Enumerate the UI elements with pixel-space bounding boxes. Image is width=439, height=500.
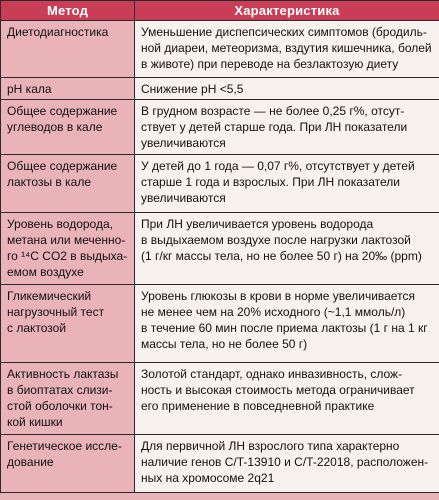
method-line: углеводов в кале (7, 120, 103, 134)
method-line: pH кала (7, 82, 52, 96)
text-line: Для первичной ЛН взрослого типа характерно (141, 439, 400, 453)
method-cell (1, 363, 135, 435)
text-line: в течение 60 мин после приема лактозы (1 г на 1 кг (141, 321, 428, 335)
text-line: Золотой стандарт, однако инвазивность, слож- (141, 367, 403, 381)
characteristic-cell (135, 21, 439, 78)
method-line: стой оболочки тон- (7, 399, 113, 413)
text-line: Уменьшение диспепсических симптомов (бродиль- (141, 25, 427, 39)
table-row (1, 435, 439, 493)
text-line: ной диареи, метеоризма, вздутия кишечника, болей (141, 41, 432, 55)
text-line: наличие генов C/T-13910 и C/T-22018, расположен- (141, 455, 429, 469)
method-cell (1, 21, 135, 78)
method-line: Общее содержание (7, 104, 118, 118)
method-line: Генетическое иссле- (7, 439, 122, 453)
header-method: Метод (1, 1, 135, 21)
method-cell (1, 285, 135, 363)
method-cell (1, 78, 135, 100)
characteristic-cell (135, 100, 439, 155)
table-row (1, 363, 439, 435)
text-line: увеличиваются (141, 191, 226, 205)
table-row (1, 155, 439, 213)
table-row (1, 213, 439, 285)
method-line: метана или меченно- (7, 233, 126, 247)
text-line: ность и высокая стоимость метода ограничивает (141, 383, 415, 397)
text-line: в выдыхаемом воздухе после нагрузки лактозой (141, 233, 411, 247)
text-line: массы тела, но не более 50 г) (141, 337, 308, 351)
characteristic-cell (135, 213, 439, 285)
method-line: емом воздухе (7, 265, 84, 279)
method-line: нагрузочный тест (7, 305, 105, 319)
table-row (1, 21, 439, 78)
table-row (1, 100, 439, 155)
text-line: Снижение pH <5,5 (141, 82, 244, 96)
text-line: увеличиваются (141, 136, 226, 150)
characteristic-cell (135, 155, 439, 213)
text-line: У детей до 1 года — 0,07 г%, отсутствует у детей (141, 159, 415, 173)
method-line: кой кишки (7, 415, 63, 429)
table-row (1, 285, 439, 363)
method-line: лактозы в кале (7, 175, 91, 189)
characteristic-cell (135, 363, 439, 435)
method-line: Общее содержание (7, 159, 118, 173)
method-line: дование (7, 455, 54, 469)
method-line: с лактозой (7, 321, 67, 335)
text-line: его применение в повседневной практике (141, 399, 375, 413)
method-line: Уровень водорода, (7, 217, 113, 231)
method-line: го ¹⁴C CO2 в выдыха- (7, 249, 128, 263)
text-line: Уровень глюкозы в крови в норме увеличивается (141, 289, 415, 303)
text-line: не менее чем на 20% исходного (~1,1 ммоль/л) (141, 305, 406, 319)
method-cell (1, 100, 135, 155)
header-characteristic: Характеристика (135, 1, 439, 21)
characteristic-cell (135, 78, 439, 100)
text-line: ных на хромосоме 2q21 (141, 471, 275, 485)
characteristic-cell (135, 285, 439, 363)
method-cell (1, 435, 135, 493)
method-cell (1, 155, 135, 213)
method-line: Гликемический (7, 289, 92, 303)
header-row (1, 1, 439, 21)
method-line: в биоптатах слизи- (7, 383, 113, 397)
text-line: (1 г/кг массы тела, но не более 50 г) на 20‰ (ppm) (141, 249, 422, 263)
text-line: старше 1 года и взрослых. При ЛН показатели (141, 175, 400, 189)
method-line: Диетодиагностика (7, 25, 109, 39)
characteristic-cell (135, 435, 439, 493)
method-line: Активность лактазы (7, 367, 119, 381)
table-row (1, 78, 439, 100)
text-line: в животе) при переводе на безлактозую диету (141, 57, 399, 71)
text-line: ствует у детей старше года. При ЛН показатели (141, 120, 408, 134)
method-cell (1, 213, 135, 285)
text-line: В грудном возрасте — не более 0,25 г%, отсут- (141, 104, 405, 118)
text-line: При ЛН увеличивается уровень водорода (141, 217, 374, 231)
